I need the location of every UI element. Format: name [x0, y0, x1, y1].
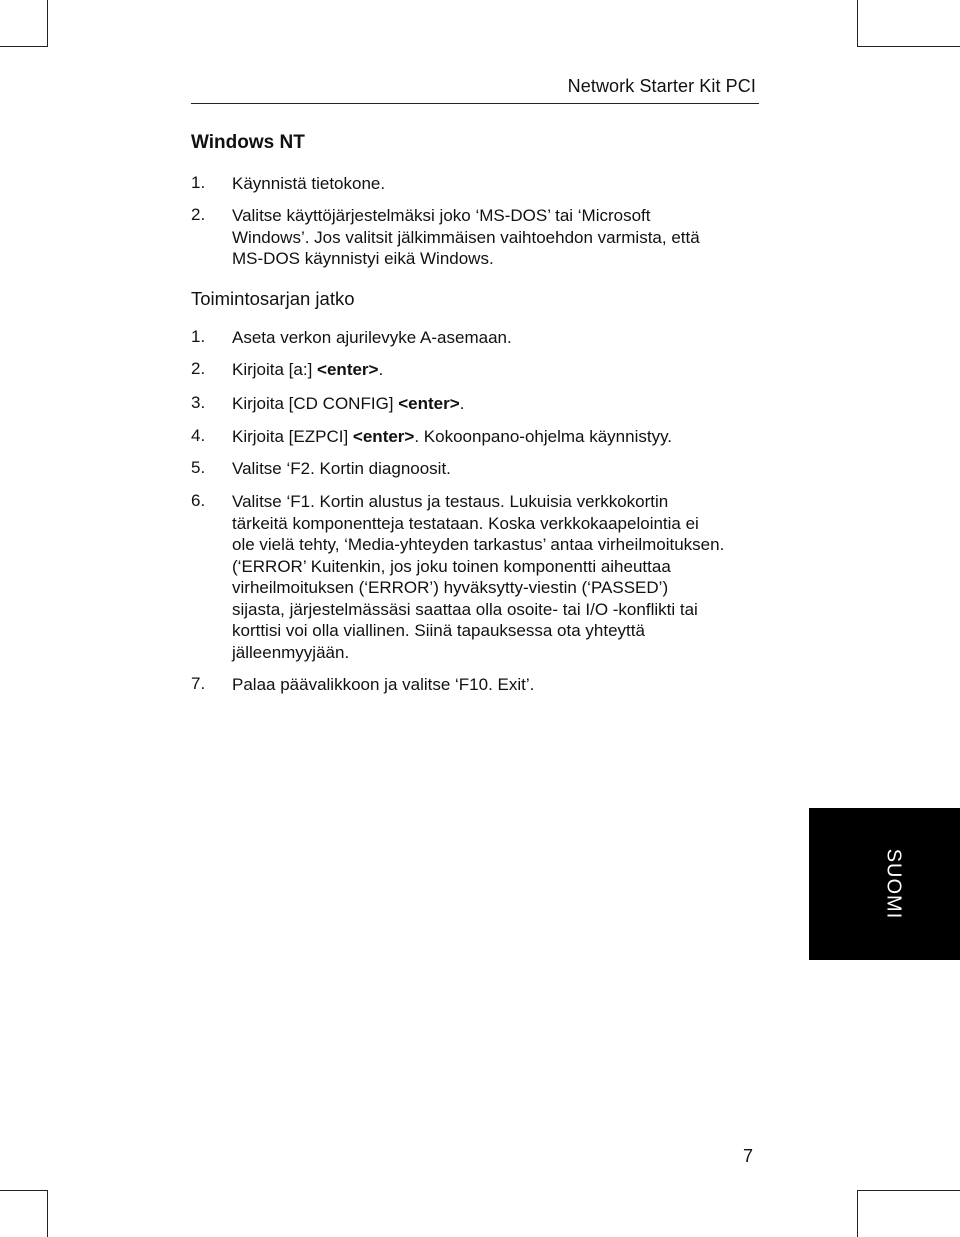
crop-mark-top-right-v [857, 0, 858, 47]
language-tab [809, 808, 960, 960]
cont-step-1-number: 1. [191, 327, 206, 346]
cont-step-6-line-2: tärkeitä komponentteja testataan. Koska verkkokaapelointia ei [232, 513, 699, 533]
enter-key-label: <enter> [398, 394, 460, 413]
crop-mark-top-left-h [0, 46, 47, 47]
cont-step-7-text: Palaa päävalikkoon ja valitse ‘F10. Exit’. [232, 675, 535, 694]
cont-step-2-pre: Kirjoita [a:] [232, 360, 318, 379]
crop-mark-top-right-h [857, 46, 960, 47]
cont-step-3-post: . [459, 394, 465, 413]
enter-key-label: <enter> [317, 360, 379, 379]
cont-step-7-number: 7. [191, 674, 206, 693]
cont-step-3-pre: Kirjoita [CD CONFIG] [232, 394, 399, 413]
cont-step-6-line-8: jälleenmyyjään. [232, 642, 350, 662]
cont-step-2-post: . [378, 360, 384, 379]
cont-step-4-post: . Kokoonpano-ohjelma käynnistyy. [414, 427, 673, 446]
cont-step-5-number: 5. [191, 458, 206, 477]
cont-step-3-number: 3. [191, 393, 206, 412]
language-tab-label: SUOMI [882, 848, 905, 920]
cont-step-6-line-1: Valitse ‘F1. Kortin alustus ja testaus. Lukuisia verkkokortin [232, 492, 669, 511]
nt-step-1-text: Käynnistä tietokone. [232, 174, 386, 193]
page-number: 7 [743, 1146, 754, 1166]
cont-step-2-text [232, 359, 762, 381]
cont-step-5-text: Valitse ‘F2. Kortin diagnoosit. [232, 459, 451, 478]
crop-mark-bottom-right-v [857, 1190, 858, 1237]
cont-step-4-text [232, 426, 762, 448]
cont-step-6-line-5: virheilmoituksen (‘ERROR’) hyväksytty-viestin (‘PASSED’) [232, 578, 669, 597]
cont-step-6-line-4: (‘ERROR’ Kuitenkin, jos joku toinen komponentti aiheuttaa [232, 556, 671, 576]
enter-key-label: <enter> [352, 427, 415, 446]
nt-step-2-line-3: MS-DOS käynnistyi eikä Windows. [232, 249, 494, 268]
cont-step-4-number: 4. [191, 426, 206, 445]
section-heading-continuation: Toimintosarjan jatko [191, 288, 355, 309]
cont-step-6-line-6: sijasta, järjestelmässäsi saattaa olla osoite- tai I/O -konflikti tai [232, 599, 698, 619]
cont-step-3-text [232, 393, 762, 415]
cont-step-6-line-3: ole vielä tehty, ‘Media-yhteyden tarkastus’ antaa virheilmoituksen. [232, 535, 725, 554]
nt-step-2-line-1: Valitse käyttöjärjestelmäksi joko ‘MS-DOS’ tai ‘Microsoft [232, 206, 651, 225]
crop-mark-top-left-v [47, 0, 48, 47]
crop-mark-bottom-left-h [0, 1190, 47, 1191]
crop-mark-bottom-left-v [47, 1190, 48, 1237]
nt-step-2-line-2: Windows’. Jos valitsit jälkimmäisen vaihtoehdon varmista, että [232, 227, 700, 247]
cont-step-1-text: Aseta verkon ajurilevyke A-asemaan. [232, 328, 512, 347]
header-rule [191, 103, 759, 104]
nt-step-2-number: 2. [191, 205, 206, 224]
cont-step-6-number: 6. [191, 491, 206, 510]
nt-step-2-text [232, 205, 762, 270]
crop-mark-bottom-right-h [857, 1190, 960, 1191]
section-heading-windows-nt: Windows NT [191, 132, 305, 153]
running-header-title: Network Starter Kit PCI [567, 76, 756, 96]
cont-step-4-pre: Kirjoita [EZPCI] [232, 427, 353, 446]
cont-step-2-number: 2. [191, 359, 206, 378]
nt-step-1-number: 1. [191, 173, 206, 192]
cont-step-6-text [232, 491, 762, 663]
cont-step-6-line-7: korttisi voi olla viallinen. Siinä tapauksessa ota yhteyttä [232, 621, 645, 640]
